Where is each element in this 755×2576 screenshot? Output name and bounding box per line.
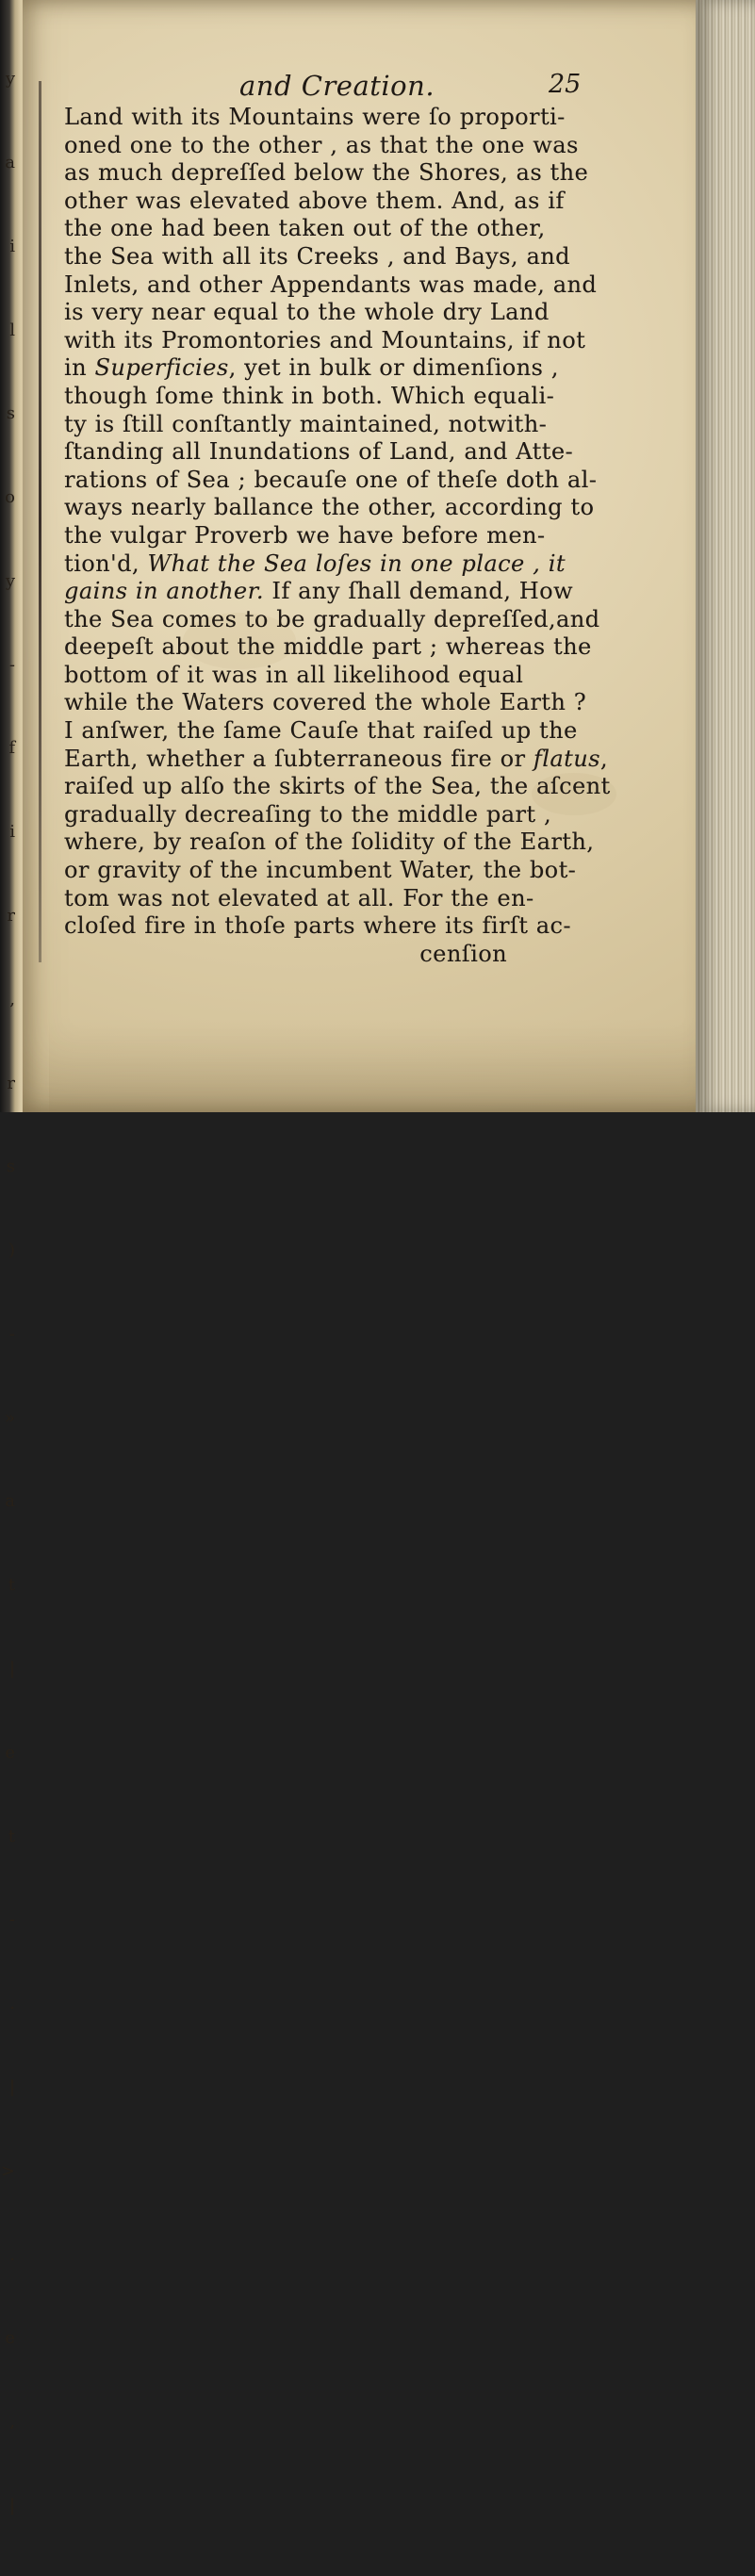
text-line [64, 438, 574, 467]
text-run: other was elevated above them. And, as if [64, 187, 565, 214]
facing-page-character: | [8, 2495, 15, 2516]
gutter-shadow-line [39, 81, 41, 962]
facing-page-character: y [5, 69, 15, 90]
body-text [64, 104, 611, 967]
text-line [64, 605, 600, 634]
text-line [64, 550, 566, 579]
text-line [64, 578, 574, 606]
facing-page-character: t [8, 1826, 15, 1846]
text-run: ſtanding all Inundations of Land, and Atte- [64, 438, 574, 466]
text-line [64, 382, 555, 411]
facing-page-character: i [9, 236, 15, 256]
text-line [64, 829, 595, 857]
catchword-line [64, 941, 550, 969]
text-run: while the Waters covered the whole Earth ? [64, 689, 587, 716]
text-run: ty is ſtill conſtantly maintained, notwith- [64, 410, 548, 437]
text-line [64, 466, 598, 495]
text-run: oned one to the other , as that the one was [64, 131, 579, 158]
text-run: the vulgar Proverb we have before men- [64, 521, 546, 549]
italic-text-run: What the Sea loſes in one place , it [147, 550, 566, 577]
text-line [64, 326, 586, 355]
facing-page-character: - [8, 654, 15, 675]
facing-page-character: ) [8, 1240, 15, 1261]
text-run: with its Promontories and Mountains, if not [64, 326, 586, 353]
text-run: ways nearly ballance the other, according to [64, 494, 595, 521]
text-run: the one had been taken out of the other, [64, 215, 546, 242]
running-head: and Creation. [239, 70, 435, 102]
text-run: though ſome think in both. Which equali- [64, 382, 555, 409]
facing-page-character: | [8, 1659, 15, 1680]
text-run: Land with its Mountains were ſo proporti- [64, 104, 566, 130]
text-run: , yet in bulk or dimenſions , [228, 354, 559, 382]
text-line [64, 522, 550, 550]
facing-page-character: > [0, 2160, 15, 2181]
text-line [64, 662, 550, 690]
text-run: as much depreſſed below the Shores, as the [64, 159, 589, 187]
facing-page-character: e [5, 1742, 15, 1763]
facing-page-character: i [9, 822, 15, 843]
italic-text-run: Superficies [94, 354, 229, 382]
facing-page-character: t [8, 1575, 15, 1596]
text-run: rations of Sea ; becauſe one of theſe doth al- [64, 466, 598, 493]
facing-page-text-fragments [0, 9, 15, 2516]
text-line [64, 717, 578, 746]
text-run: in [64, 354, 95, 382]
text-line [64, 104, 566, 132]
page-number: 25 [549, 70, 582, 99]
facing-page-character: r [7, 1073, 15, 1093]
facing-page-character: l [9, 320, 15, 340]
text-run: tom was not elevated at all. For the en- [64, 884, 534, 911]
printed-page [23, 0, 731, 1112]
text-run: raiſed up alſo the skirts of the Sea, the aſcent [64, 773, 611, 800]
facing-page-character: a [5, 1491, 15, 1512]
text-run: deepeſt about the middle part ; whereas the [64, 633, 592, 661]
text-line [64, 857, 577, 885]
text-run: the Sea with all its Creeks , and Bays, and [64, 242, 570, 270]
facing-page-character: s [6, 403, 15, 424]
text-run: , [599, 745, 608, 772]
page-header [23, 70, 730, 107]
text-run: If any ſhall demand, How [263, 578, 574, 605]
text-line [64, 299, 550, 327]
facing-page-character: , [9, 989, 15, 1009]
text-line [64, 689, 587, 717]
text-line [64, 745, 608, 774]
text-line [64, 271, 598, 300]
text-line [64, 131, 579, 160]
text-line [64, 801, 550, 829]
catchword: cenſion [419, 940, 507, 967]
text-run: or gravity of the incumbent Water, the bot- [64, 857, 577, 884]
facing-page-character: e [5, 2328, 15, 2349]
text-line [64, 633, 592, 662]
text-run: bottom of it was in all likelihood equal [64, 661, 524, 688]
text-line [64, 242, 570, 271]
facing-page-character: » [4, 1407, 15, 1428]
facing-page-character: o [5, 487, 15, 508]
facing-page-character: , [9, 2412, 15, 2433]
italic-text-run: gains in another. [64, 578, 264, 605]
text-run: tion'd, [64, 550, 148, 577]
facing-page-character: s [6, 1157, 15, 1177]
text-line [64, 885, 550, 913]
text-line [64, 773, 611, 801]
facing-page-character: | [8, 2076, 15, 2097]
text-run: the Sea comes to be gradually depreſſed,and [64, 605, 600, 632]
text-line [64, 912, 571, 941]
text-run: where, by reaſon of the ſolidity of the Earth, [64, 829, 595, 856]
text-run: I anſwer, the ſame Cauſe that raiſed up the [64, 717, 578, 745]
page-bottom-shadow [49, 1018, 718, 1112]
text-line [64, 354, 559, 383]
facing-page-character: r [7, 906, 15, 926]
text-run: cloſed fire in thoſe parts where its firſt ac- [64, 912, 571, 940]
text-line [64, 187, 565, 216]
text-run: Earth, whether a ſubterraneous fire or [64, 745, 533, 772]
text-line [64, 494, 595, 522]
facing-page-character: - [8, 1910, 15, 1930]
text-run: gradually decreaſing to the middle part , [64, 800, 552, 828]
facing-page-character: y [5, 570, 15, 591]
facing-page-character: - [8, 1323, 15, 1344]
text-run: is very near equal to the whole dry Land [64, 299, 550, 326]
text-line [64, 215, 550, 243]
facing-page-character: a [5, 152, 15, 172]
text-line [64, 411, 550, 439]
facing-page-character: . [9, 2244, 15, 2265]
text-run: Inlets, and other Appendants was made, and [64, 271, 598, 298]
facing-page-character: f [8, 738, 15, 759]
italic-text-run: flatus [533, 745, 600, 772]
text-line [64, 159, 589, 188]
facing-page-character: . [9, 1994, 15, 2014]
book-page-edges [696, 0, 755, 1112]
